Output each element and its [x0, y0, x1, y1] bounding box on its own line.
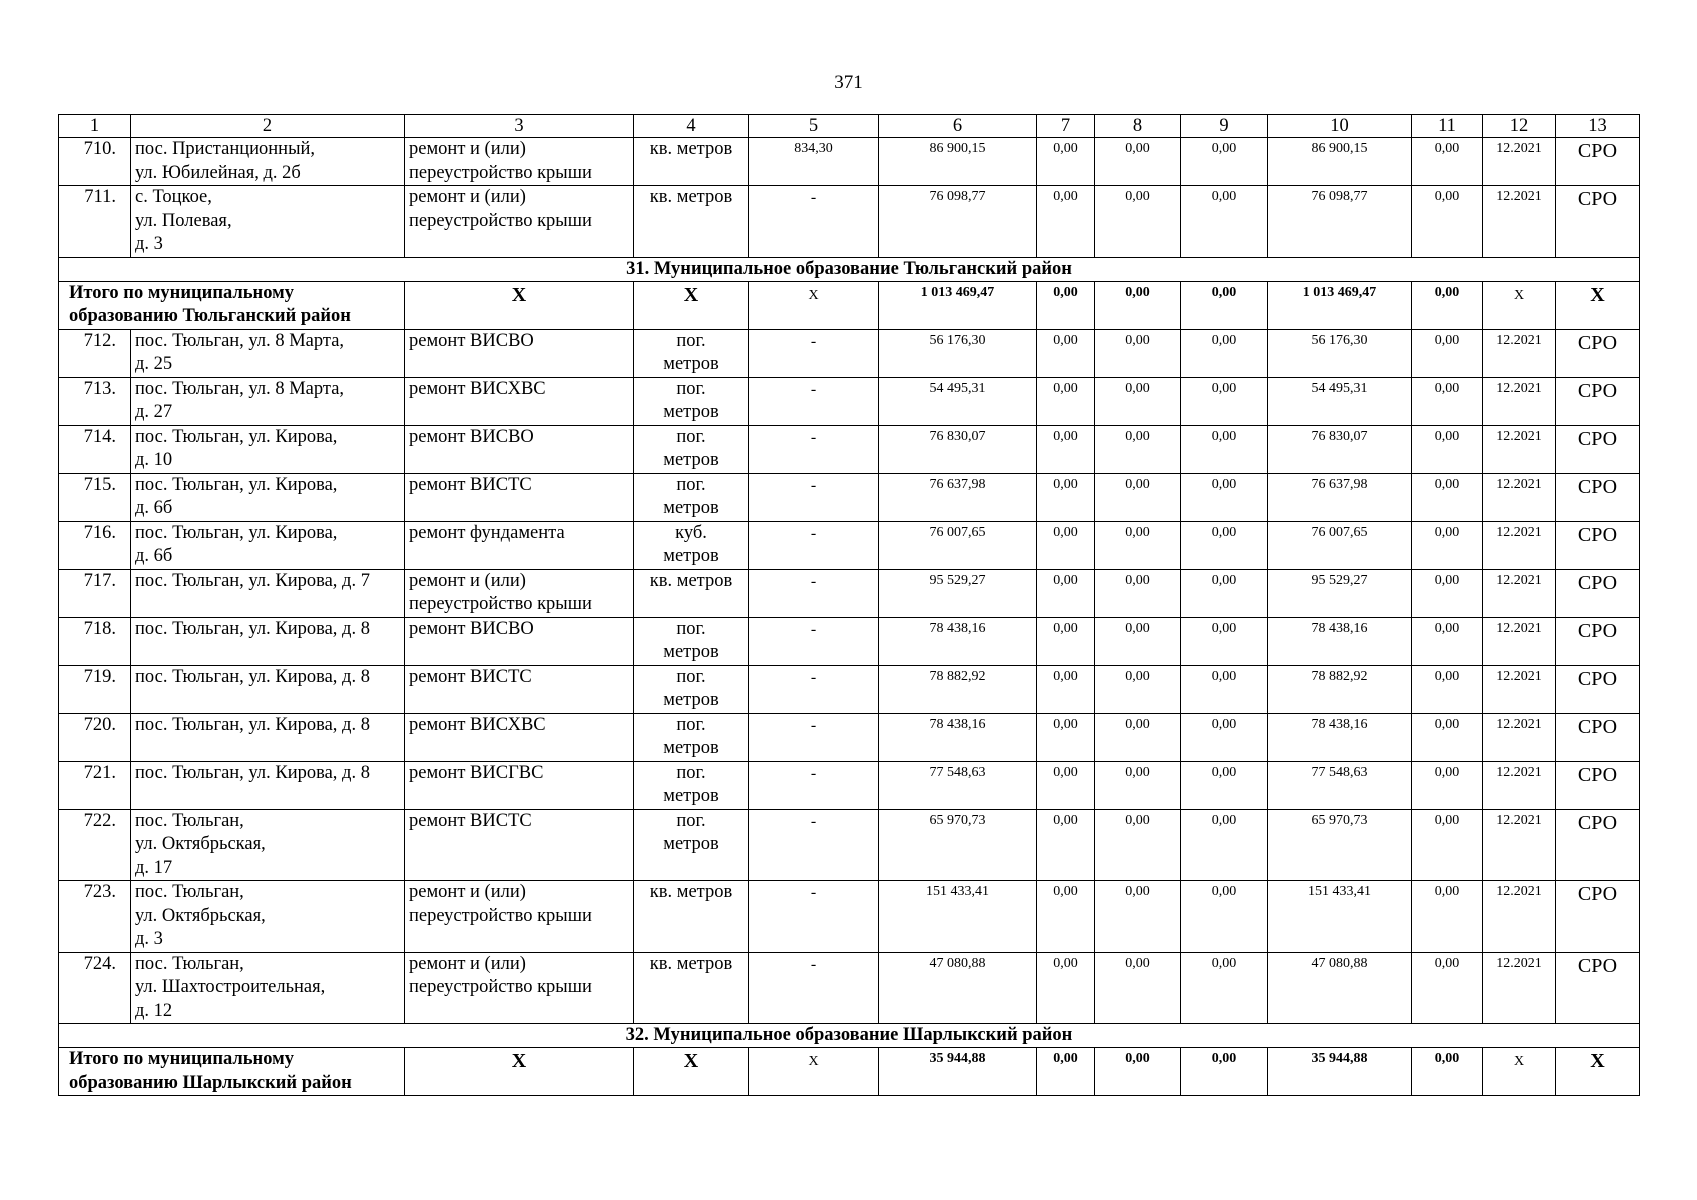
address-cell: пос. Тюльган, ул. Шахтостроительная, д. 12 — [131, 952, 405, 1024]
section-total-row — [59, 1048, 1640, 1096]
address-cell: пос. Тюльган, ул. Кирова, д. 7 — [131, 569, 405, 617]
total-cost-cell: 78 438,16 — [879, 617, 1037, 665]
total-cost-cell: 65 970,73 — [879, 809, 1037, 881]
total-cost-cell: 35 944,88 — [879, 1048, 1037, 1096]
cost-cell: 0,00 — [1095, 138, 1181, 186]
not-applicable-mark: Х — [749, 281, 879, 329]
cost-cell: 0,00 — [1095, 713, 1181, 761]
table-row — [59, 665, 1640, 713]
executor-cell: СРО — [1556, 377, 1640, 425]
cost-cell: 0,00 — [1095, 569, 1181, 617]
cost-cell: 0,00 — [1037, 952, 1095, 1024]
executor-cell: СРО — [1556, 665, 1640, 713]
unit-cell: пог. метров — [634, 377, 749, 425]
cost-cell: 0,00 — [1181, 281, 1268, 329]
cost-cell: 0,00 — [1412, 281, 1483, 329]
cost-cell: 0,00 — [1037, 617, 1095, 665]
cost-cell: 151 433,41 — [1268, 881, 1412, 953]
column-number: 8 — [1095, 115, 1181, 138]
total-cost-cell: 86 900,15 — [879, 138, 1037, 186]
register-table — [58, 114, 1640, 1096]
not-applicable-mark: Х — [1483, 281, 1556, 329]
total-cost-cell: 1 013 469,47 — [879, 281, 1037, 329]
cost-cell: 0,00 — [1412, 809, 1483, 881]
column-number: 5 — [749, 115, 879, 138]
quantity-cell: - — [749, 713, 879, 761]
table-row — [59, 713, 1640, 761]
cost-cell: 0,00 — [1412, 881, 1483, 953]
row-number: 716. — [59, 521, 131, 569]
row-number: 711. — [59, 186, 131, 258]
cost-cell: 76 637,98 — [1268, 473, 1412, 521]
cost-cell: 47 080,88 — [1268, 952, 1412, 1024]
unit-cell: кв. метров — [634, 881, 749, 953]
deadline-cell: 12.2021 — [1483, 186, 1556, 258]
deadline-cell: 12.2021 — [1483, 377, 1556, 425]
cost-cell: 0,00 — [1181, 1048, 1268, 1096]
cost-cell: 0,00 — [1037, 713, 1095, 761]
table-row — [59, 569, 1640, 617]
not-applicable-mark: Х — [405, 281, 634, 329]
cost-cell: 0,00 — [1095, 377, 1181, 425]
not-applicable-mark: Х — [405, 1048, 634, 1096]
unit-cell: пог. метров — [634, 617, 749, 665]
row-number: 715. — [59, 473, 131, 521]
cost-cell: 0,00 — [1412, 186, 1483, 258]
cost-cell: 35 944,88 — [1268, 1048, 1412, 1096]
cost-cell: 0,00 — [1095, 473, 1181, 521]
work-type-cell: ремонт ВИСГВС — [405, 761, 634, 809]
cost-cell: 76 098,77 — [1268, 186, 1412, 258]
unit-cell: пог. метров — [634, 425, 749, 473]
cost-cell: 54 495,31 — [1268, 377, 1412, 425]
cost-cell: 0,00 — [1037, 473, 1095, 521]
cost-cell: 0,00 — [1412, 617, 1483, 665]
row-number: 717. — [59, 569, 131, 617]
quantity-cell: - — [749, 809, 879, 881]
row-number: 718. — [59, 617, 131, 665]
work-type-cell: ремонт ВИСВО — [405, 329, 634, 377]
row-number: 723. — [59, 881, 131, 953]
cost-cell: 0,00 — [1181, 377, 1268, 425]
work-type-cell: ремонт и (или) переустройство крыши — [405, 952, 634, 1024]
executor-cell: СРО — [1556, 521, 1640, 569]
cost-cell: 56 176,30 — [1268, 329, 1412, 377]
table-row — [59, 186, 1640, 258]
deadline-cell: 12.2021 — [1483, 617, 1556, 665]
cost-cell: 78 882,92 — [1268, 665, 1412, 713]
row-number: 721. — [59, 761, 131, 809]
total-cost-cell: 56 176,30 — [879, 329, 1037, 377]
cost-cell: 0,00 — [1181, 473, 1268, 521]
executor-cell: СРО — [1556, 617, 1640, 665]
table-row — [59, 952, 1640, 1024]
quantity-cell: - — [749, 377, 879, 425]
total-cost-cell: 76 007,65 — [879, 521, 1037, 569]
unit-cell: кв. метров — [634, 186, 749, 258]
table-row — [59, 377, 1640, 425]
row-number: 710. — [59, 138, 131, 186]
cost-cell: 0,00 — [1095, 617, 1181, 665]
row-number: 722. — [59, 809, 131, 881]
cost-cell: 0,00 — [1037, 425, 1095, 473]
table-row — [59, 138, 1640, 186]
column-number: 9 — [1181, 115, 1268, 138]
cost-cell: 0,00 — [1412, 521, 1483, 569]
address-cell: пос. Пристанционный, ул. Юбилейная, д. 2б — [131, 138, 405, 186]
cost-cell: 77 548,63 — [1268, 761, 1412, 809]
work-type-cell: ремонт ВИСХВС — [405, 713, 634, 761]
cost-cell: 0,00 — [1412, 952, 1483, 1024]
quantity-cell: - — [749, 521, 879, 569]
executor-cell: СРО — [1556, 761, 1640, 809]
unit-cell: кв. метров — [634, 569, 749, 617]
deadline-cell: 12.2021 — [1483, 521, 1556, 569]
not-applicable-mark: Х — [1483, 1048, 1556, 1096]
cost-cell: 0,00 — [1037, 138, 1095, 186]
executor-cell: СРО — [1556, 473, 1640, 521]
column-numbers-row — [59, 115, 1640, 138]
work-type-cell: ремонт ВИСТС — [405, 665, 634, 713]
cost-cell: 0,00 — [1412, 665, 1483, 713]
work-type-cell: ремонт ВИСХВС — [405, 377, 634, 425]
cost-cell: 1 013 469,47 — [1268, 281, 1412, 329]
total-cost-cell: 54 495,31 — [879, 377, 1037, 425]
address-cell: пос. Тюльган, ул. Кирова, д. 6б — [131, 473, 405, 521]
not-applicable-mark: Х — [1556, 1048, 1640, 1096]
deadline-cell: 12.2021 — [1483, 329, 1556, 377]
address-cell: пос. Тюльган, ул. Кирова, д. 6б — [131, 521, 405, 569]
unit-cell: пог. метров — [634, 713, 749, 761]
cost-cell: 0,00 — [1412, 713, 1483, 761]
cost-cell: 0,00 — [1181, 952, 1268, 1024]
cost-cell: 0,00 — [1095, 761, 1181, 809]
address-cell: пос. Тюльган, ул. Октябрьская, д. 17 — [131, 809, 405, 881]
column-number: 4 — [634, 115, 749, 138]
cost-cell: 0,00 — [1095, 881, 1181, 953]
table-row — [59, 617, 1640, 665]
deadline-cell: 12.2021 — [1483, 425, 1556, 473]
row-number: 714. — [59, 425, 131, 473]
executor-cell: СРО — [1556, 329, 1640, 377]
quantity-cell: - — [749, 186, 879, 258]
unit-cell: кв. метров — [634, 952, 749, 1024]
cost-cell: 0,00 — [1181, 881, 1268, 953]
deadline-cell: 12.2021 — [1483, 761, 1556, 809]
quantity-cell: - — [749, 569, 879, 617]
cost-cell: 0,00 — [1095, 186, 1181, 258]
total-cost-cell: 78 438,16 — [879, 713, 1037, 761]
not-applicable-mark: Х — [749, 1048, 879, 1096]
cost-cell: 0,00 — [1037, 1048, 1095, 1096]
column-number: 13 — [1556, 115, 1640, 138]
cost-cell: 0,00 — [1181, 521, 1268, 569]
not-applicable-mark: Х — [1556, 281, 1640, 329]
section-total-row — [59, 281, 1640, 329]
cost-cell: 95 529,27 — [1268, 569, 1412, 617]
quantity-cell: - — [749, 329, 879, 377]
deadline-cell: 12.2021 — [1483, 809, 1556, 881]
work-type-cell: ремонт и (или) переустройство крыши — [405, 569, 634, 617]
deadline-cell: 12.2021 — [1483, 473, 1556, 521]
address-cell: пос. Тюльган, ул. Кирова, д. 8 — [131, 665, 405, 713]
table-row — [59, 329, 1640, 377]
cost-cell: 0,00 — [1181, 425, 1268, 473]
cost-cell: 0,00 — [1037, 569, 1095, 617]
table-row — [59, 473, 1640, 521]
cost-cell: 78 438,16 — [1268, 617, 1412, 665]
column-number: 10 — [1268, 115, 1412, 138]
work-type-cell: ремонт ВИСВО — [405, 425, 634, 473]
work-type-cell: ремонт ВИСВО — [405, 617, 634, 665]
cost-cell: 0,00 — [1181, 329, 1268, 377]
total-cost-cell: 78 882,92 — [879, 665, 1037, 713]
executor-cell: СРО — [1556, 138, 1640, 186]
deadline-cell: 12.2021 — [1483, 665, 1556, 713]
total-label: Итого по муниципальному образованию Шарлыкский район — [59, 1048, 405, 1096]
executor-cell: СРО — [1556, 569, 1640, 617]
address-cell: пос. Тюльган, ул. 8 Марта, д. 25 — [131, 329, 405, 377]
cost-cell: 0,00 — [1181, 138, 1268, 186]
address-cell: пос. Тюльган, ул. Кирова, д. 10 — [131, 425, 405, 473]
cost-cell: 0,00 — [1412, 425, 1483, 473]
executor-cell: СРО — [1556, 952, 1640, 1024]
quantity-cell: - — [749, 425, 879, 473]
total-cost-cell: 47 080,88 — [879, 952, 1037, 1024]
table-row — [59, 809, 1640, 881]
unit-cell: пог. метров — [634, 809, 749, 881]
deadline-cell: 12.2021 — [1483, 138, 1556, 186]
deadline-cell: 12.2021 — [1483, 952, 1556, 1024]
executor-cell: СРО — [1556, 809, 1640, 881]
column-number: 11 — [1412, 115, 1483, 138]
cost-cell: 0,00 — [1412, 473, 1483, 521]
unit-cell: куб. метров — [634, 521, 749, 569]
cost-cell: 0,00 — [1095, 1048, 1181, 1096]
quantity-cell: - — [749, 761, 879, 809]
executor-cell: СРО — [1556, 186, 1640, 258]
work-type-cell: ремонт и (или) переустройство крыши — [405, 138, 634, 186]
cost-cell: 86 900,15 — [1268, 138, 1412, 186]
cost-cell: 0,00 — [1412, 569, 1483, 617]
address-cell: пос. Тюльган, ул. Октябрьская, д. 3 — [131, 881, 405, 953]
work-type-cell: ремонт фундамента — [405, 521, 634, 569]
work-type-cell: ремонт и (или) переустройство крыши — [405, 186, 634, 258]
row-number: 724. — [59, 952, 131, 1024]
table-row — [59, 761, 1640, 809]
cost-cell: 0,00 — [1181, 713, 1268, 761]
cost-cell: 0,00 — [1095, 425, 1181, 473]
total-cost-cell: 76 637,98 — [879, 473, 1037, 521]
cost-cell: 0,00 — [1181, 617, 1268, 665]
cost-cell: 0,00 — [1412, 761, 1483, 809]
cost-cell: 0,00 — [1181, 809, 1268, 881]
cost-cell: 0,00 — [1095, 809, 1181, 881]
section-heading-row — [59, 257, 1640, 281]
cost-cell: 0,00 — [1181, 569, 1268, 617]
quantity-cell: - — [749, 473, 879, 521]
cost-cell: 65 970,73 — [1268, 809, 1412, 881]
quantity-cell: - — [749, 881, 879, 953]
deadline-cell: 12.2021 — [1483, 713, 1556, 761]
address-cell: пос. Тюльган, ул. 8 Марта, д. 27 — [131, 377, 405, 425]
column-number: 2 — [131, 115, 405, 138]
unit-cell: пог. метров — [634, 329, 749, 377]
column-number: 1 — [59, 115, 131, 138]
not-applicable-mark: Х — [634, 1048, 749, 1096]
cost-cell: 0,00 — [1037, 665, 1095, 713]
cost-cell: 0,00 — [1037, 881, 1095, 953]
cost-cell: 0,00 — [1037, 186, 1095, 258]
total-cost-cell: 95 529,27 — [879, 569, 1037, 617]
cost-cell: 0,00 — [1037, 377, 1095, 425]
column-number: 3 — [405, 115, 634, 138]
address-cell: с. Тоцкое, ул. Полевая, д. 3 — [131, 186, 405, 258]
unit-cell: пог. метров — [634, 761, 749, 809]
cost-cell: 0,00 — [1095, 665, 1181, 713]
cost-cell: 0,00 — [1037, 281, 1095, 329]
column-number: 6 — [879, 115, 1037, 138]
total-cost-cell: 76 098,77 — [879, 186, 1037, 258]
work-type-cell: ремонт ВИСТС — [405, 809, 634, 881]
executor-cell: СРО — [1556, 713, 1640, 761]
deadline-cell: 12.2021 — [1483, 569, 1556, 617]
total-cost-cell: 76 830,07 — [879, 425, 1037, 473]
not-applicable-mark: Х — [634, 281, 749, 329]
quantity-cell: 834,30 — [749, 138, 879, 186]
cost-cell: 0,00 — [1412, 138, 1483, 186]
unit-cell: пог. метров — [634, 665, 749, 713]
cost-cell: 0,00 — [1181, 761, 1268, 809]
cost-cell: 0,00 — [1095, 521, 1181, 569]
table-row — [59, 425, 1640, 473]
cost-cell: 0,00 — [1412, 377, 1483, 425]
page-number: 371 — [834, 72, 863, 93]
table-row — [59, 881, 1640, 953]
work-type-cell: ремонт ВИСТС — [405, 473, 634, 521]
cost-cell: 0,00 — [1412, 1048, 1483, 1096]
unit-cell: кв. метров — [634, 138, 749, 186]
executor-cell: СРО — [1556, 425, 1640, 473]
deadline-cell: 12.2021 — [1483, 881, 1556, 953]
unit-cell: пог. метров — [634, 473, 749, 521]
cost-cell: 0,00 — [1181, 186, 1268, 258]
address-cell: пос. Тюльган, ул. Кирова, д. 8 — [131, 713, 405, 761]
total-cost-cell: 77 548,63 — [879, 761, 1037, 809]
cost-cell: 0,00 — [1412, 329, 1483, 377]
cost-cell: 76 007,65 — [1268, 521, 1412, 569]
cost-cell: 0,00 — [1095, 281, 1181, 329]
cost-cell: 76 830,07 — [1268, 425, 1412, 473]
row-number: 712. — [59, 329, 131, 377]
address-cell: пос. Тюльган, ул. Кирова, д. 8 — [131, 761, 405, 809]
section-heading-row — [59, 1024, 1640, 1048]
work-type-cell: ремонт и (или) переустройство крыши — [405, 881, 634, 953]
cost-cell: 0,00 — [1095, 329, 1181, 377]
row-number: 713. — [59, 377, 131, 425]
quantity-cell: - — [749, 952, 879, 1024]
row-number: 720. — [59, 713, 131, 761]
cost-cell: 0,00 — [1095, 952, 1181, 1024]
total-cost-cell: 151 433,41 — [879, 881, 1037, 953]
column-number: 12 — [1483, 115, 1556, 138]
quantity-cell: - — [749, 617, 879, 665]
total-label: Итого по муниципальному образованию Тюльганский район — [59, 281, 405, 329]
address-cell: пос. Тюльган, ул. Кирова, д. 8 — [131, 617, 405, 665]
cost-cell: 78 438,16 — [1268, 713, 1412, 761]
section-title: 31. Муниципальное образование Тюльганский район — [59, 257, 1640, 281]
column-number: 7 — [1037, 115, 1095, 138]
cost-cell: 0,00 — [1037, 809, 1095, 881]
cost-cell: 0,00 — [1037, 761, 1095, 809]
cost-cell: 0,00 — [1037, 329, 1095, 377]
quantity-cell: - — [749, 665, 879, 713]
row-number: 719. — [59, 665, 131, 713]
table-row — [59, 521, 1640, 569]
cost-cell: 0,00 — [1037, 521, 1095, 569]
executor-cell: СРО — [1556, 881, 1640, 953]
cost-cell: 0,00 — [1181, 665, 1268, 713]
section-title: 32. Муниципальное образование Шарлыкский район — [59, 1024, 1640, 1048]
